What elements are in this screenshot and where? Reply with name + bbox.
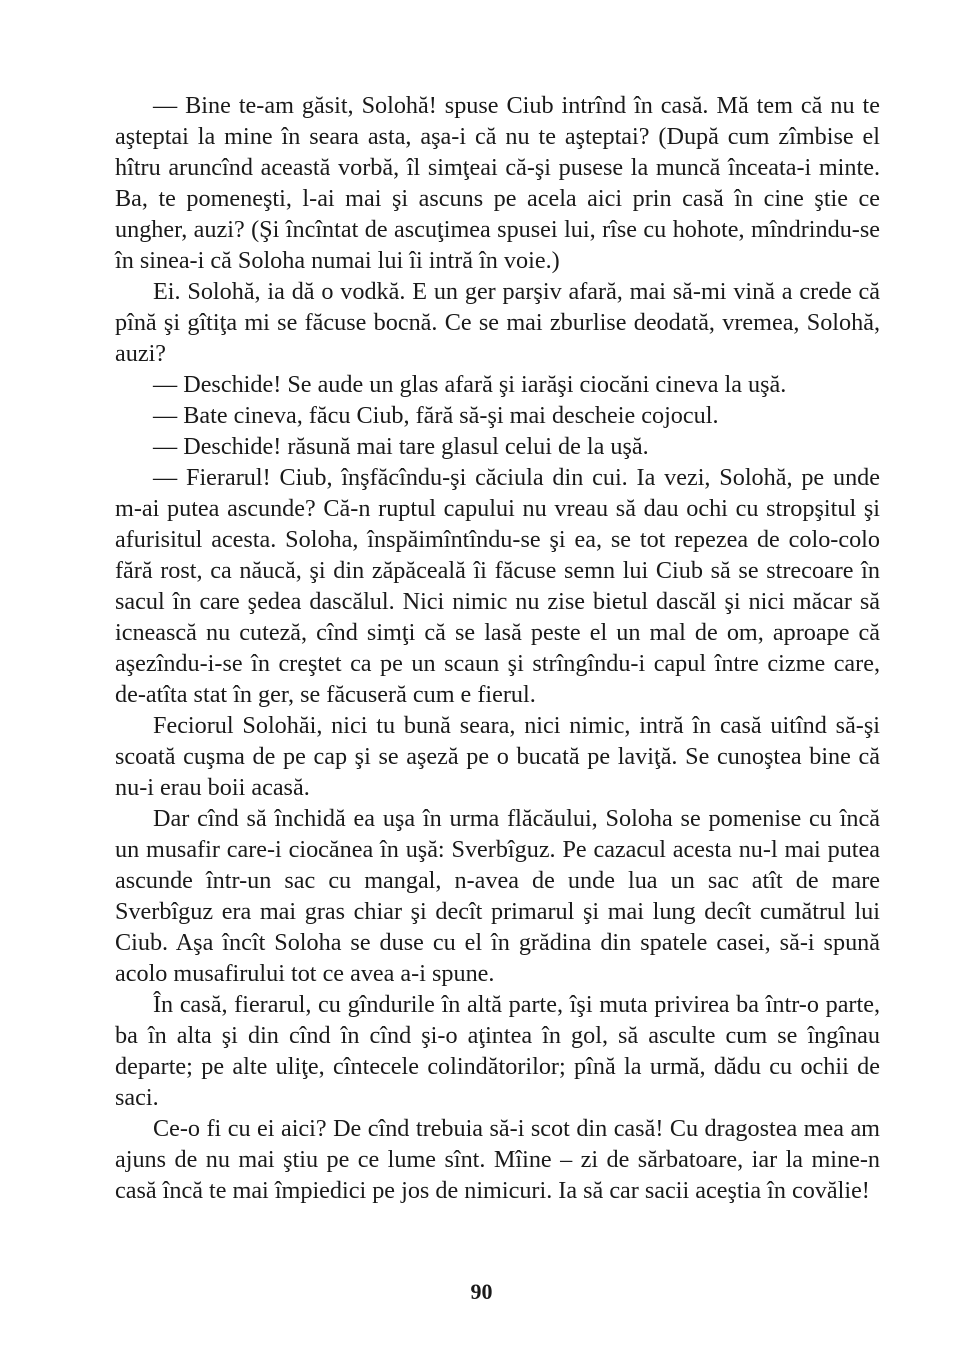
page-body <box>115 90 880 1206</box>
paragraph-8: Dar cînd să închidă ea uşa în urma flăcăului, Soloha se pomenise cu încă un musafir care-i ciocănea în uşă: Sverbîguz. Pe cazacul acesta nu-l mai putea ascunde într-un sac cu mangal, n-avea de unde lua un sac atît de mare Sverbîguz era mai gras chiar şi decît primarul şi mai lung decît cumătrul lui Ciub. Aşa încît Soloha se duse cu el în grădina din spatele casei, să-i spună acolo musafirului tot ce avea a-i spune. <box>115 805 880 987</box>
paragraph-9: În casă, fierarul, cu gîndurile în altă parte, îşi muta privirea ba într-o parte, ba în alta şi din cînd în cînd şi-o aţintea în gol, să asculte cum se îngînau departe; pe alte uliţe, cîntecele colindătorilor; pînă la urmă, dădu cu ochii de saci. <box>115 991 880 1111</box>
paragraph-2: Ei. Solohă, ia dă o vodkă. E un ger parşiv afară, mai să-mi vină a crede că pînă şi gîtiţa mi se făcuse bocnă. Ce se mai zburlise deodată, vremea, Solohă, auzi? <box>115 278 880 367</box>
paragraph-6: — Fierarul! Ciub, înşfăcîndu-şi căciula din cui. Ia vezi, Solohă, pe unde m-ai putea ascunde? Că-n ruptul capului nu vreau să dau ochi cu stropşitul şi afurisitul acesta. Soloha, înspăimîntîndu-se şi ea, se tot repezea de colo-colo fără rost, ca năucă, şi din zăpăceală îi făcuse semn lui Ciub să se strecoare în sacul în care şedea dascălul. Nici nimic nu zise bietul dascăl şi nici măcar să icnească nu cuteză, cînd simţi că se lasă peste el un mal de om, aproape că aşezîndu-i-se în creştet ca pe un scaun şi strîngîndu-i capul între cizme care, de-atîta stat în ger, se făcuseră cum e fierul. <box>115 464 880 708</box>
paragraph-10: Ce-o fi cu ei aici? De cînd trebuia să-i scot din casă! Cu dragostea mea am ajuns de nu mai ştiu pe ce lume sînt. Mîine – zi de sărbatoare, iar la mine-n casă încă te mai împiedici pe jos de nimicuri. Ia să car sacii aceştia în covălie! <box>115 1115 880 1204</box>
paragraph-1: — Bine te-am găsit, Solohă! spuse Ciub intrînd în casă. Mă tem că nu te aşteptai la mine în seara asta, aşa-i că nu te aşteptai? (După cum zîmbise el hîtru aruncînd această vorbă, îl simţeai că-şi pusese la muncă înceata-i minte. Ba, te pomeneşti, l-ai mai şi ascuns pe acela aici prin casă în cine ştie ce ungher, auzi? (Şi încîntat de ascuţimea spusei lui, rîse cu hohote, mîndrindu-se în sinea-i că Soloha numai lui îi intră în voie.) <box>115 92 880 274</box>
paragraph-3: — Deschide! Se aude un glas afară şi iarăşi ciocăni cineva la uşă. <box>153 371 787 398</box>
paragraph-4: — Bate cineva, făcu Ciub, fără să-şi mai descheie cojocul. <box>153 402 719 429</box>
paragraph-7: Feciorul Solohăi, nici tu bună seara, nici nimic, intră în casă uitînd să-şi scoată cuşma de pe cap şi se aşeză pe o bucată pe laviţă. Se cunoştea bine că nu-i erau boii acasă. <box>115 712 880 801</box>
paragraph-5: — Deschide! răsună mai tare glasul celui de la uşă. <box>153 433 649 460</box>
page-number: 90 <box>470 1279 493 1304</box>
